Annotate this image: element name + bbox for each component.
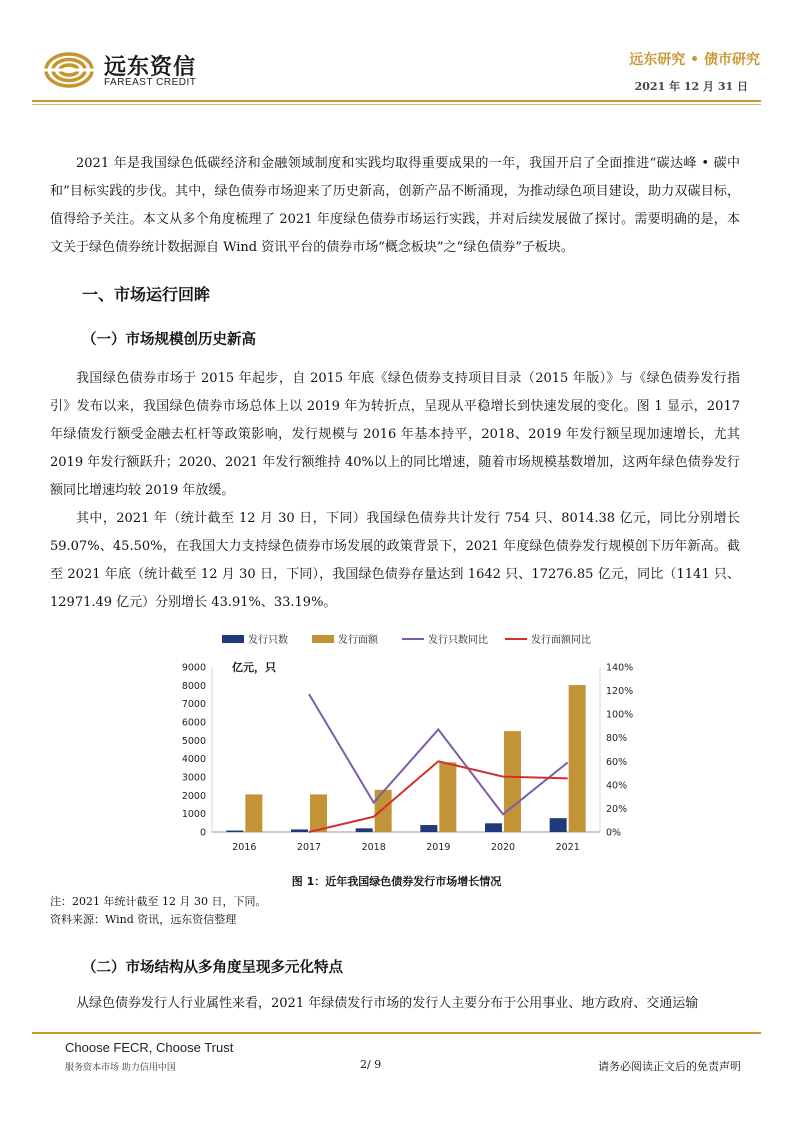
bar-amount [375, 790, 392, 832]
footer-slogan-cn: 服务资本市场 助力信用中国 [65, 1063, 176, 1073]
subsection-heading-2: （二）市场结构从多角度呈现多元化特点 [82, 960, 343, 976]
section-heading: 一、市场运行回眸 [82, 285, 211, 304]
issuer-structure-paragraph: 从绿色债券发行人行业属性来看，2021 年绿债发行市场的发行人主要分布于公用事业、地方政府、交通运输 [76, 996, 699, 1011]
page-number: 2/ 9 [360, 1058, 382, 1071]
y2-tick-label: 0% [606, 827, 622, 839]
bar-count [485, 823, 502, 832]
y-tick-label: 3000 [181, 772, 206, 784]
y2-tick-label: 40% [606, 780, 628, 792]
bar-count [356, 828, 373, 832]
bar-count [550, 818, 567, 832]
legend-label: 发行面额 [338, 635, 378, 646]
y-tick-label: 2000 [181, 790, 206, 802]
y-tick-label: 5000 [181, 735, 206, 747]
subsection-heading: （一）市场规模创历史新高 [82, 332, 256, 348]
chart-legend [222, 633, 591, 646]
y-tick-label: 1000 [181, 809, 206, 821]
x-tick-label: 2016 [232, 842, 257, 853]
x-tick-label: 2021 [555, 842, 580, 853]
y-tick-label: 7000 [181, 699, 206, 711]
y2-tick-label: 100% [606, 709, 634, 721]
line-count-yoy [309, 694, 568, 814]
bar-amount [310, 794, 327, 832]
figure-note: 注：2021 年统计截至 12 月 30 日，下同。 [50, 895, 267, 908]
legend-label: 发行只数 [248, 635, 288, 646]
header-divider-thin [32, 104, 761, 105]
green-bond-chart [170, 625, 640, 870]
footer-divider [32, 1032, 761, 1034]
bar-amount [245, 794, 262, 832]
bar-amount [504, 731, 521, 832]
footer-slogan-en: Choose FECR, Choose Trust [65, 1040, 234, 1055]
y2-tick-label: 20% [606, 803, 628, 815]
market-scale-paragraph: 我国绿色债券市场于 2015 年起步，自 2015 年底《绿色债券支持项目目录（2015 年版）》与《绿色债券发行指引》发布以来，我国绿色债券市场总体上以 2019 年为转折点，呈现从平稳增长到快速发展的变化。图 1 显示，2017 年绿债发行额受金融去杠杆等政策影响，发行规模与 2016 年基本持平，2018、2019 年发行额呈现加速增长，尤其 2019 年发行额跃升；2020、2021 年发行额维持 40%以上的同比增速，随着市场规模基数增加，这两年绿色债券发行额同比增速均较 2019 年放缓。 [50, 371, 740, 498]
y-tick-label: 8000 [181, 680, 206, 692]
legend-swatch [222, 635, 244, 643]
report-date: 2021 年 12 月 31 日 [634, 80, 748, 93]
figure-source: 资料来源：Wind 资讯，远东资信整理 [50, 913, 237, 926]
legend-swatch [312, 635, 334, 643]
x-tick-label: 2019 [426, 842, 451, 853]
x-tick-label: 2018 [361, 842, 386, 853]
figure-caption: 图 1：近年我国绿色债券发行市场增长情况 [291, 875, 502, 888]
disclaimer-note: 请务必阅读正文后的免责声明 [598, 1060, 741, 1073]
logo-wordmark-cn: 远东资信 [104, 55, 197, 80]
legend-label: 发行只数同比 [428, 635, 488, 646]
y-tick-label: 0 [199, 827, 206, 839]
y-tick-label: 4000 [181, 754, 206, 766]
bar-count [420, 825, 437, 832]
y2-tick-label: 120% [606, 686, 634, 698]
bar-count [226, 831, 243, 832]
bar-amount [569, 685, 586, 832]
bar-amount [439, 762, 456, 832]
y-tick-label: 6000 [181, 717, 206, 729]
line-amount-yoy [309, 761, 568, 832]
header-divider [32, 100, 761, 102]
issuance-2021-paragraph: 其中，2021 年（统计截至 12 月 30 日，下同）我国绿色债券共计发行 754 只、8014.38 亿元，同比分别增长 59.07%、45.50%，在我国大力支持绿色债券市场发展的政策背景下，2021 年度绿色债券发行规模创下历年新高。截至 2021 年底（统计截至 12 月 30 日，下同），我国绿色债券存量达到 1642 只、17276.85 亿元，同比（1141 只、12971.49 亿元）分别增长 43.91%、33.19%。 [50, 511, 740, 610]
bar-count [291, 829, 308, 832]
x-tick-label: 2020 [490, 842, 516, 853]
y-axis-label: 亿元，只 [232, 661, 276, 674]
intro-paragraph: 2021 年是我国绿色低碳经济和金融领域制度和实践均取得重要成果的一年，我国开启了全面推进“碳达峰 • 碳中和”目标实践的步伐。其中，绿色债券市场迎来了历史新高，创新产品不断涌现，为推动绿色项目建设，助力双碳目标，值得给予关注。本文从多个角度梳理了 2021 年度绿色债券市场运行实践，并对后续发展做了探讨。需要明确的是，本文关于绿色债券统计数据源自 Wind 资讯平台的债券市场“概念板块”之“绿色债券”子板块。 [50, 156, 740, 255]
fareast-logo-icon [44, 52, 94, 88]
y2-tick-label: 80% [606, 733, 628, 745]
y2-tick-label: 60% [606, 756, 628, 768]
y2-tick-label: 140% [606, 662, 634, 674]
logo-wordmark-en: FAREAST CREDIT [104, 77, 197, 88]
legend-label: 发行面额同比 [531, 635, 591, 646]
report-section: 远东研究 • 债市研究 [629, 52, 760, 68]
x-tick-label: 2017 [296, 842, 322, 853]
y-tick-label: 9000 [181, 662, 206, 674]
